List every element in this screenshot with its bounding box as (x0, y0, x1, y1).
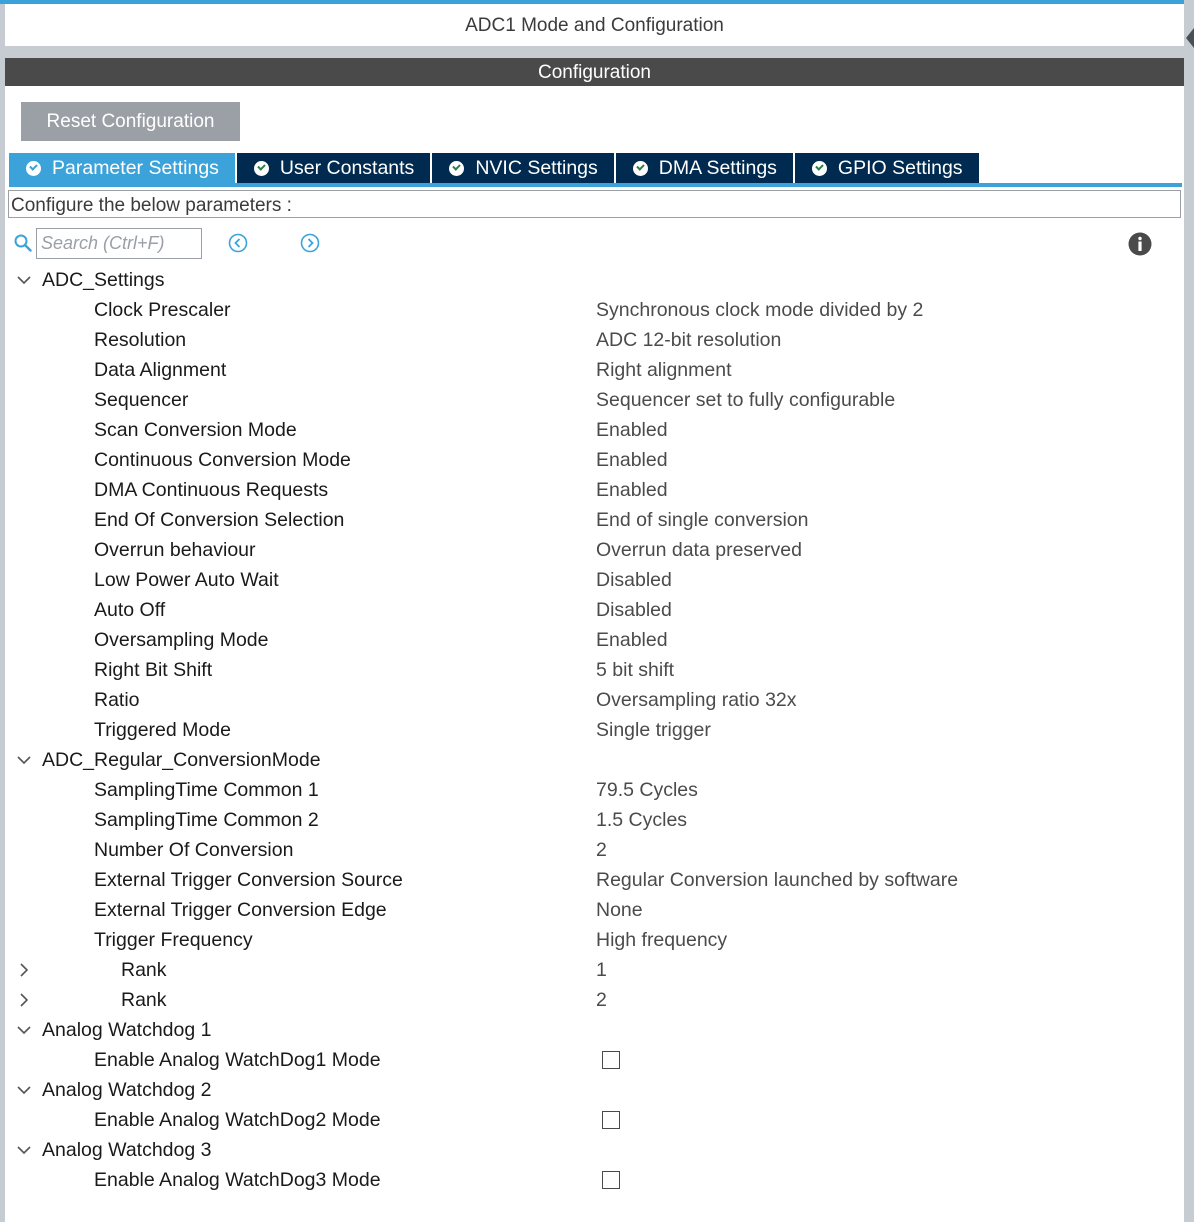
group-label: ADC_Regular_ConversionMode (42, 749, 321, 771)
tab-parameter-settings[interactable] (9, 153, 235, 183)
group-header[interactable] (0, 1015, 1180, 1045)
tab-nvic-settings[interactable] (432, 153, 613, 183)
param-row[interactable] (0, 775, 1180, 805)
param-name: SamplingTime Common 2 (94, 809, 319, 831)
tab-user-constants[interactable] (237, 153, 430, 183)
param-row[interactable] (0, 1105, 1180, 1135)
info-icon[interactable] (1128, 232, 1152, 256)
param-name: Oversampling Mode (94, 629, 269, 651)
param-row[interactable] (0, 1165, 1180, 1195)
tab-label: GPIO Settings (837, 156, 963, 179)
param-name: Auto Off (94, 599, 166, 621)
rank-value[interactable]: 1 (596, 959, 607, 981)
param-row[interactable] (0, 625, 1180, 655)
check-circle-icon (254, 161, 269, 176)
param-name: End Of Conversion Selection (94, 509, 345, 531)
tab-label: NVIC Settings (475, 156, 598, 179)
check-circle-icon (449, 161, 464, 176)
rank-name: Rank (121, 959, 167, 981)
group-header[interactable] (0, 1075, 1180, 1105)
param-name: Ratio (94, 689, 140, 711)
chevron-right-icon[interactable] (16, 962, 32, 978)
param-value[interactable]: None (596, 899, 643, 921)
tab-label: User Constants (279, 156, 415, 179)
group-label: ADC_Settings (42, 269, 165, 291)
window-title: ADC1 Mode and Configuration (5, 4, 1184, 46)
check-circle-icon (633, 161, 648, 176)
search-input[interactable] (36, 228, 202, 259)
group-header[interactable] (0, 1135, 1180, 1165)
param-name: Low Power Auto Wait (94, 569, 279, 591)
param-row[interactable] (0, 355, 1180, 385)
param-value[interactable]: Synchronous clock mode divided by 2 (596, 299, 924, 321)
tab-label: Parameter Settings (52, 156, 219, 179)
param-row[interactable] (0, 445, 1180, 475)
param-row[interactable] (0, 715, 1180, 745)
param-name: Resolution (94, 329, 187, 351)
param-value[interactable]: Enabled (596, 479, 668, 501)
group-label: Analog Watchdog 2 (42, 1079, 212, 1101)
param-row[interactable] (0, 535, 1180, 565)
param-value[interactable]: Regular Conversion launched by software (596, 869, 959, 891)
param-row[interactable] (0, 895, 1180, 925)
group-label: Analog Watchdog 3 (42, 1139, 212, 1161)
param-row[interactable] (0, 385, 1180, 415)
circle-chevron-right-icon[interactable] (300, 233, 320, 253)
parameter-tree (0, 265, 1180, 1195)
param-row[interactable] (0, 565, 1180, 595)
param-name: Right Bit Shift (94, 659, 213, 681)
param-value[interactable]: Disabled (596, 569, 672, 591)
search-icon (14, 234, 32, 252)
group-label: Analog Watchdog 1 (42, 1019, 212, 1041)
watchdog2-checkbox[interactable] (602, 1111, 620, 1129)
check-circle-icon (26, 161, 41, 176)
param-name: Triggered Mode (94, 719, 231, 741)
param-name: Sequencer (94, 389, 189, 411)
param-name: Enable Analog WatchDog2 Mode (94, 1109, 381, 1131)
param-name: Enable Analog WatchDog1 Mode (94, 1049, 381, 1071)
collapse-arrow-icon[interactable] (1186, 28, 1194, 48)
reset-configuration-button[interactable]: Reset Configuration (21, 102, 240, 141)
param-value[interactable]: Enabled (596, 449, 668, 471)
tab-dma-settings[interactable] (616, 153, 793, 183)
param-row[interactable] (0, 1045, 1180, 1075)
param-row[interactable] (0, 865, 1180, 895)
group-header[interactable] (0, 265, 1180, 295)
rank-row[interactable] (0, 985, 1180, 1015)
tab-gpio-settings[interactable] (795, 153, 979, 183)
param-value[interactable]: Disabled (596, 599, 672, 621)
param-value[interactable]: Overrun data preserved (596, 539, 802, 561)
param-row[interactable] (0, 505, 1180, 535)
param-value[interactable]: Single trigger (596, 719, 711, 741)
param-value[interactable]: Sequencer set to fully configurable (596, 389, 896, 411)
param-value[interactable]: Oversampling ratio 32x (596, 689, 797, 711)
param-name: Data Alignment (94, 359, 227, 381)
param-value[interactable]: Enabled (596, 419, 668, 441)
param-value[interactable]: 5 bit shift (596, 659, 675, 681)
param-value[interactable]: 2 (596, 839, 607, 861)
param-row[interactable] (0, 595, 1180, 625)
param-name: Overrun behaviour (94, 539, 256, 561)
param-name: External Trigger Conversion Edge (94, 899, 387, 921)
group-header[interactable] (0, 745, 1180, 775)
param-row[interactable] (0, 415, 1180, 445)
watchdog1-checkbox[interactable] (602, 1051, 620, 1069)
param-value[interactable]: End of single conversion (596, 509, 809, 531)
param-value[interactable]: High frequency (596, 929, 728, 951)
chevron-right-icon[interactable] (16, 992, 32, 1008)
settings-tabs (9, 153, 981, 183)
param-value[interactable]: Right alignment (596, 359, 732, 381)
param-row[interactable] (0, 925, 1180, 955)
chevron-down-icon[interactable] (16, 1082, 32, 1098)
chevron-down-icon[interactable] (16, 272, 32, 288)
param-row[interactable] (0, 835, 1180, 865)
param-name: Enable Analog WatchDog3 Mode (94, 1169, 381, 1191)
rank-row[interactable] (0, 955, 1180, 985)
chevron-down-icon[interactable] (16, 752, 32, 768)
param-name: Continuous Conversion Mode (94, 449, 351, 471)
param-name: Clock Prescaler (94, 299, 231, 321)
param-value[interactable]: Enabled (596, 629, 668, 651)
window-scrollbar[interactable] (1184, 0, 1194, 1222)
param-name: Scan Conversion Mode (94, 419, 297, 441)
circle-chevron-left-icon[interactable] (228, 233, 248, 253)
param-row[interactable] (0, 475, 1180, 505)
param-name: SamplingTime Common 1 (94, 779, 319, 801)
param-row[interactable] (0, 295, 1180, 325)
param-value[interactable]: 1.5 Cycles (596, 809, 688, 831)
tab-underline (9, 183, 1182, 187)
rank-value[interactable]: 2 (596, 989, 607, 1011)
watchdog3-checkbox[interactable] (602, 1171, 620, 1189)
title-separator (5, 46, 1184, 58)
param-name: Trigger Frequency (94, 929, 253, 951)
param-row[interactable] (0, 805, 1180, 835)
param-value[interactable]: 79.5 Cycles (596, 779, 698, 801)
tab-label: DMA Settings (658, 156, 777, 179)
chevron-down-icon[interactable] (16, 1142, 32, 1158)
param-value[interactable]: ADC 12-bit resolution (596, 329, 782, 351)
param-row[interactable] (0, 655, 1180, 685)
chevron-down-icon[interactable] (16, 1022, 32, 1038)
configuration-header: Configuration (5, 58, 1184, 86)
rank-name: Rank (121, 989, 167, 1011)
param-name: DMA Continuous Requests (94, 479, 329, 501)
param-name: External Trigger Conversion Source (94, 869, 403, 891)
check-circle-icon (812, 161, 827, 176)
param-name: Number Of Conversion (94, 839, 294, 861)
param-row[interactable] (0, 325, 1180, 355)
param-row[interactable] (0, 685, 1180, 715)
parameters-description: Configure the below parameters : (8, 190, 1181, 218)
